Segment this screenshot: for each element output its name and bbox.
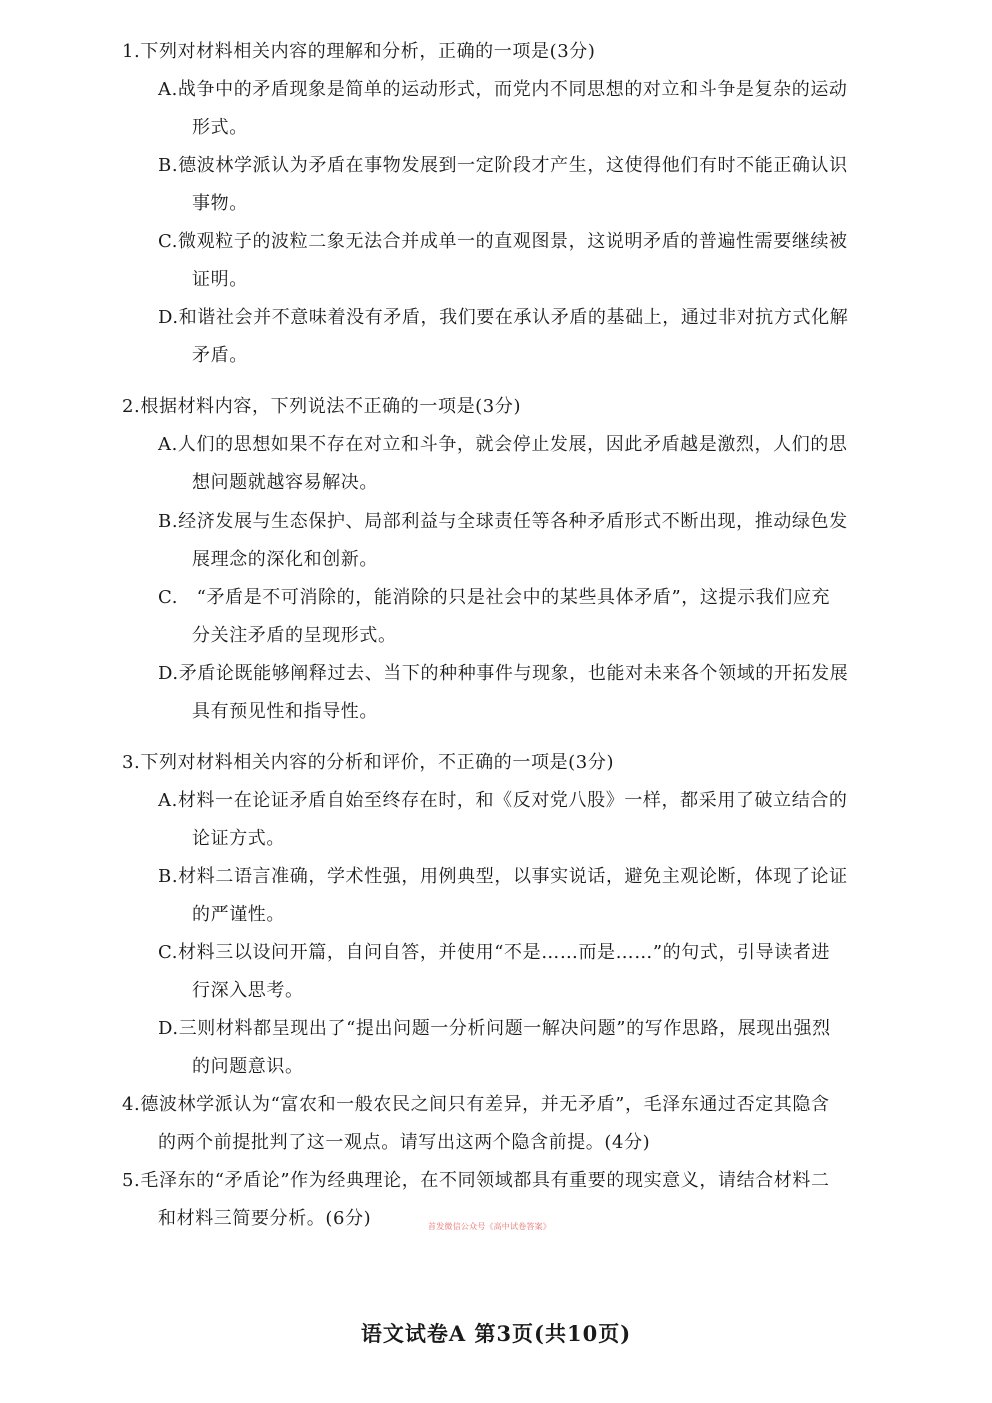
question-1-option-c xyxy=(158,223,882,299)
option-line: C.微观粒子的波粒二象无法合并成单一的直观图景，这说明矛盾的普遍性需要继续被 xyxy=(158,231,848,252)
question-2-option-a xyxy=(158,426,882,502)
question-2-option-b xyxy=(158,503,882,579)
question-2-option-c xyxy=(158,579,882,655)
option-line: 行深入思考。 xyxy=(192,980,304,1001)
question-1-option-a xyxy=(158,71,882,147)
watermark-text: 首发微信公众号《高中试卷答案》 xyxy=(428,1222,551,1231)
question-1-stem xyxy=(122,33,882,71)
option-line: 形式。 xyxy=(192,117,248,138)
option-line: B.德波林学派认为矛盾在事物发展到一定阶段才产生，这使得他们有时不能正确认识 xyxy=(158,155,848,176)
option-line: 想问题就越容易解决。 xyxy=(192,472,378,493)
option-line: D.矛盾论既能够阐释过去、当下的种种事件与现象，也能对未来各个领域的开拓发展 xyxy=(158,663,849,684)
question-3-option-d xyxy=(158,1010,882,1086)
option-line: D.和谐社会并不意味着没有矛盾，我们要在承认矛盾的基础上，通过非对抗方式化解 xyxy=(158,307,849,328)
question-1-option-d xyxy=(158,299,882,375)
option-line: D.三则材料都呈现出了“提出问题一分析问题一解决问题”的写作思路，展现出强烈 xyxy=(158,1018,831,1039)
question-2-option-d xyxy=(158,655,882,731)
option-line: 的严谨性。 xyxy=(192,904,285,925)
question-3-option-a xyxy=(158,782,882,858)
question-1-option-b xyxy=(158,147,882,223)
option-line: 论证方式。 xyxy=(192,828,285,849)
option-line: 事物。 xyxy=(192,193,248,214)
question-3-stem-line-1: 3.下列对材料相关内容的分析和评价，不正确的一项是(3分) xyxy=(122,752,615,773)
option-line: 证明。 xyxy=(192,269,248,290)
option-line: 具有预见性和指导性。 xyxy=(192,701,378,722)
option-line: A.人们的思想如果不存在对立和斗争，就会停止发展，因此矛盾越是激烈，人们的思 xyxy=(158,434,848,455)
option-line: 展理念的深化和创新。 xyxy=(192,549,378,570)
option-line: 分关注矛盾的呈现形式。 xyxy=(192,625,397,646)
question-5-stem-line-2: 和材料三简要分析。(6分) xyxy=(158,1208,372,1229)
question-5-stem-line-1: 5.毛泽东的“矛盾论”作为经典理论，在不同领域都具有重要的现实意义，请结合材料二 xyxy=(122,1170,830,1191)
option-line: A.战争中的矛盾现象是简单的运动形式，而党内不同思想的对立和斗争是复杂的运动 xyxy=(158,79,848,100)
option-line: C.材料三以设问开篇，自问自答，并使用“不是……而是……”的句式，引导读者进 xyxy=(158,942,831,963)
question-1-stem-line-1: 1.下列对材料相关内容的理解和分析，正确的一项是(3分) xyxy=(122,41,596,62)
question-2-stem xyxy=(122,388,882,426)
question-4-stem-line-1: 4.德波林学派认为“富农和一般农民之间只有差异，并无矛盾”，毛泽东通过否定其隐含 xyxy=(122,1094,830,1115)
page-footer: 语文试卷A 第3页(共10页) xyxy=(360,1321,632,1346)
question-2-stem-line-1: 2.根据材料内容，下列说法不正确的一项是(3分) xyxy=(122,396,522,417)
option-line: B.经济发展与生态保护、局部利益与全球责任等各种矛盾形式不断出现，推动绿色发 xyxy=(158,511,848,532)
question-4-stem-line-2: 的两个前提批判了这一观点。请写出这两个隐含前提。(4分) xyxy=(158,1132,651,1153)
question-3-option-b xyxy=(158,858,882,934)
option-line: C. “矛盾是不可消除的，能消除的只是社会中的某些具体矛盾”，这提示我们应充 xyxy=(158,587,831,608)
option-line: 的问题意识。 xyxy=(192,1056,304,1077)
option-line: B.材料二语言准确，学术性强，用例典型，以事实说话，避免主观论断，体现了论证 xyxy=(158,866,848,887)
question-4-stem xyxy=(122,1086,882,1162)
question-3-option-c xyxy=(158,934,882,1010)
option-line: A.材料一在论证矛盾自始至终存在时，和《反对党八股》一样，都采用了破立结合的 xyxy=(158,790,848,811)
option-line: 矛盾。 xyxy=(192,345,248,366)
question-3-stem xyxy=(122,744,882,782)
